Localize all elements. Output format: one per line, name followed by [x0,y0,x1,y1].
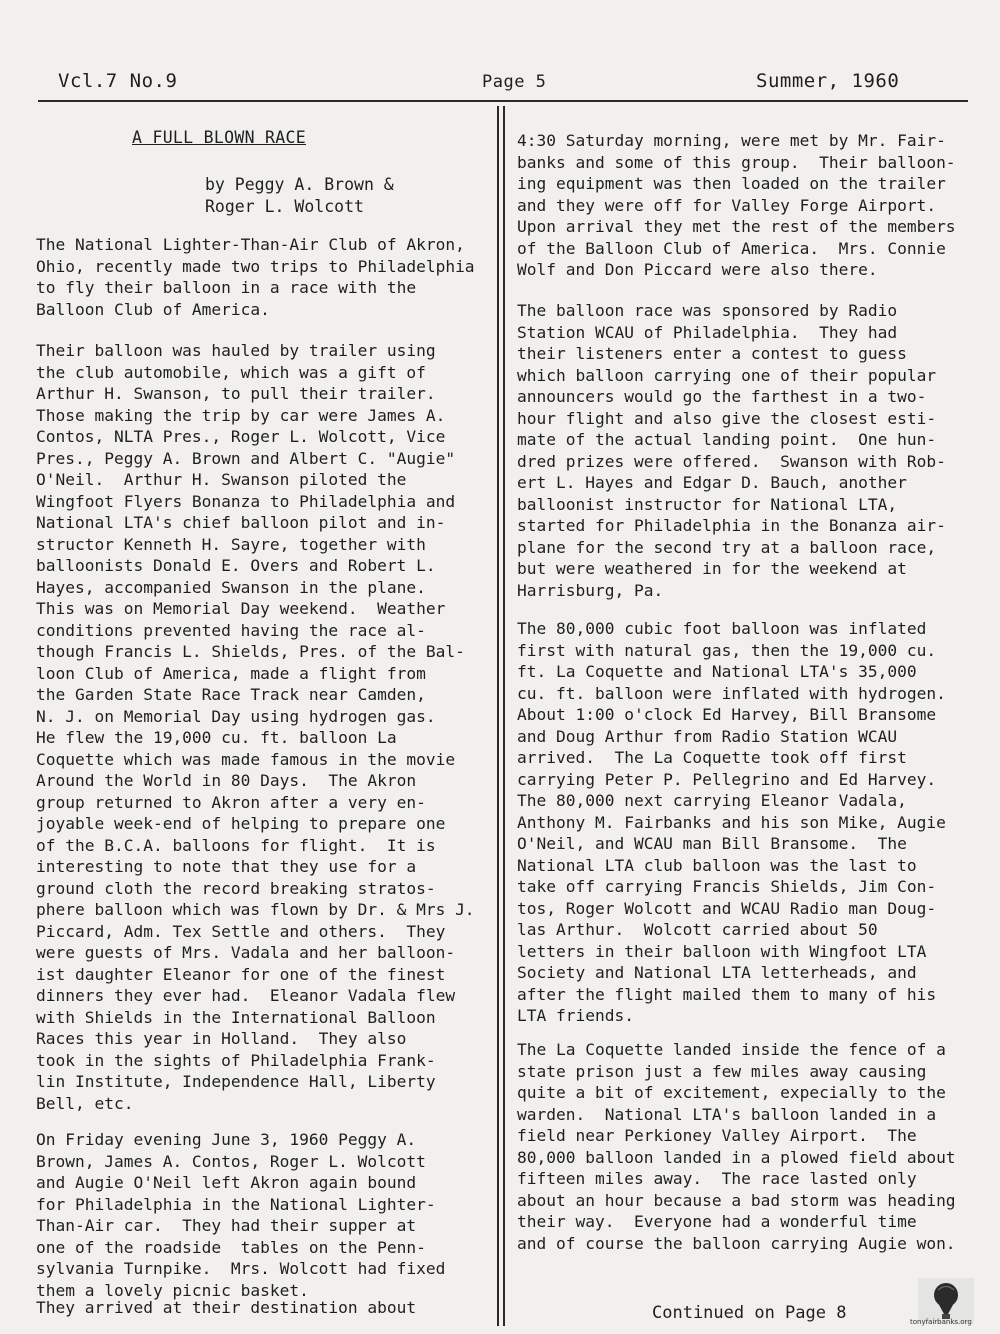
article-title: A FULL BLOWN RACE [132,128,306,147]
right-paragraph-1: 4:30 Saturday morning, were met by Mr. Fair- banks and some of this group. Their balloon- ing equipment was then loaded on the trailer and they were off for Valley Forge Airport. Upon arrival they met the rest of the members of the Balloon Club of America. Mrs. Connie Wolf and Don Piccard were also there. [517,131,956,279]
left-paragraph-1: The National Lighter-Than-Air Club of Akron, Ohio, recently made two trips to Philadelphia to fly their balloon in a race with the Balloon Club of America. [36,235,475,319]
column-divider-right [503,106,505,1326]
byline-author-2: Roger L. Wolcott [205,196,364,216]
issue-date: Summer, 1960 [756,70,900,92]
left-paragraph-3: On Friday evening June 3, 1960 Peggy A. Brown, James A. Contos, Roger L. Wolcott and Augie O'Neil left Akron again bound for Philadelphia in the National Lighter- Than-Air car. They had their supper at one of the roadside tables on the Penn- sylvania Turnpike. Mrs. Wolcott had fixed them a lovely picnic basket. [36,1130,446,1300]
left-paragraph-4: They arrived at their destination about [36,1298,417,1317]
column-divider-left [497,106,499,1326]
page-number: Page 5 [482,72,547,92]
left-paragraph-2: Their balloon was hauled by trailer using the club automobile, which was a gift of Arthur H. Swanson, to pull their trailer. Those making the trip by car were James A. Contos, NLTA Pres., Roger L. Wolcott, Vice Pres., Peggy A. Brown and Albert C. "Augie" O'Neil. Arthur H. Swanson piloted the Wingfoot Flyers Bonanza to Philadelphia and National LTA's chief balloon pilot and in- structor Kenneth H. Sayre, together with balloonists Donald E. Overs and Robert L. Hayes, accompanied Swanson in the plane. This was on Memorial Day weekend. Weather conditions prevented having the race al- though Francis L. Shields, Pres. of the Bal- loon Club of America, made a flight from the Garden State Race Track near Camden, N. J. on Memorial Day using hydrogen gas. He flew the 19,000 cu. ft. balloon La Coquette which was made famous in the movie Around the World in 80 Days. The Akron group returned to Akron after a very en- joyable week-end of helping to prepare one of the B.C.A. balloons for flight. It is interesting to note that they use for a ground cloth the record breaking stratos- phere balloon which was flown by Dr. & Mrs J. Piccard, Adm. Tex Settle and others. They were guests of Mrs. Vadala and her balloon- ist daughter Eleanor for one of the finest dinners they ever had. Eleanor Vadala flew with Shields in the International Balloon Races this year in Holland. They also took in the sights of Philadelphia Frank- lin Institute, Independence Hall, Liberty Bell, etc. [36,341,475,1113]
right-paragraph-4: The La Coquette landed inside the fence of a state prison just a few miles away causing quite a bit of excitement, expecially to the warden. National LTA's balloon landed in a field near Perkioney Valley Airport. The 80,000 balloon landed in a plowed field about fifteen miles away. The race lasted only about an hour because a bad storm was heading their way. Everyone had a wonderful time and of course the balloon carrying Augie won. [517,1040,956,1253]
continued-note: Continued on Page 8 [652,1303,847,1323]
header-divider [38,100,968,102]
right-paragraph-3: The 80,000 cubic foot balloon was inflated first with natural gas, then the 19,000 cu. ft. La Coquette and National LTA's 35,000 cu. ft. balloon were inflated with hydrogen. About 1:00 o'clock Ed Harvey, Bill Bransome and Doug Arthur from Radio Station WCAU arrived. The La Coquette took off first carrying Peter P. Pellegrino and Ed Harvey. The 80,000 next carrying Eleanor Vadala, Anthony M. Fairbanks and his son Mike, Augie O'Neil, and WCAU man Bill Bransome. The National LTA club balloon was the last to take off carrying Francis Shields, Jim Con- tos, Roger Wolcott and WCAU Radio man Doug- las Arthur. Wolcott carried about 50 letters in their balloon with Wingfoot LTA Society and National LTA letterheads, and after the flight mailed them to many of his LTA friends. [517,619,946,1025]
right-paragraph-2: The balloon race was sponsored by Radio Station WCAU of Philadelphia. They had their listeners enter a contest to guess which balloon carrying one of their popular announcers would go the farthest in a two- hour flight and also give the closest esti- mate of the actual landing point. One hun- dred prizes were offered. Swanson with Rob- ert L. Hayes and Edgar D. Bauch, another balloonist instructor for National LTA, started for Philadelphia in the Bonanza air- plane for the second try at a balloon race, but were weathered in for the weekend at Harrisburg, Pa. [517,301,946,600]
byline-author-1: by Peggy A. Brown & [205,175,394,194]
volume-number: Vcl.7 No.9 [58,70,178,92]
logo-caption: tonyfairbanks.org [910,1318,972,1326]
article-byline [205,174,394,217]
